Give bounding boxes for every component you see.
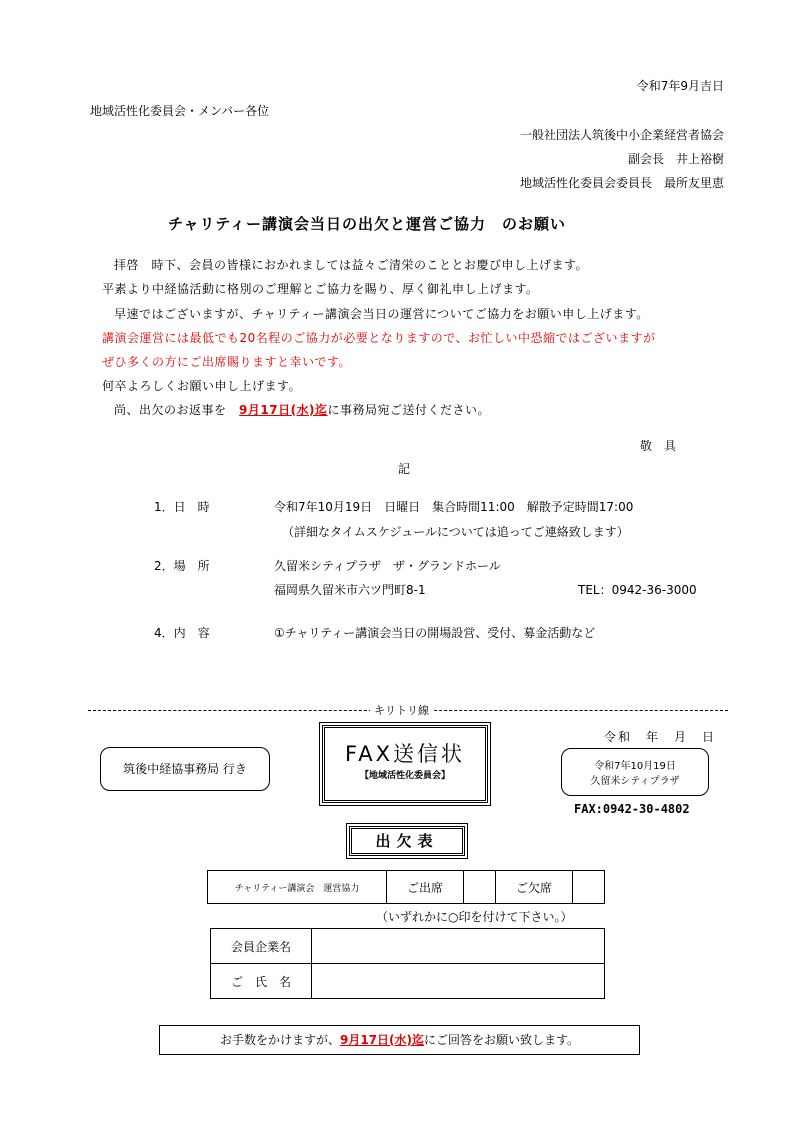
attend-checkbox[interactable]	[464, 871, 496, 904]
reply-request-text: 尚、出欠のお返事を	[114, 403, 240, 417]
company-field[interactable]	[312, 929, 605, 964]
fax-date-blank: 令和 年 月 日	[604, 730, 717, 744]
footer-text: お手数をかけますが、	[219, 1033, 340, 1047]
item-date-note: （詳細なタイムスケジュールについては追ってご連絡致します）	[282, 525, 629, 539]
fax-number: FAX:0942-30-4802	[574, 802, 690, 816]
ki-heading: 記	[398, 462, 411, 476]
item-place-address: 福岡県久留米市六ツ門町8-1	[274, 583, 426, 597]
body-line-1: 拝啓 時下、会員の皆様におかれましては益々ご清栄のこととお慶び申し上げます。	[114, 258, 589, 272]
footer-deadline: 9月17日(水)迄	[339, 1033, 424, 1047]
recipient: 地域活性化委員会・メンバー各位	[90, 104, 270, 118]
body-line-4-red: 講演会運営には最低でも20名程のご協力が必要となりますので、お忙しい中恐縮ではございますが	[102, 331, 656, 345]
body-line-5-red: ぜひ多くの方にご出席賜りますと幸いです。	[102, 355, 352, 369]
fax-subtitle: 【地域活性化委員会】	[359, 771, 450, 781]
item-place-tel: TEL：0942-36-3000	[578, 583, 697, 597]
footer-text-tail: にご回答をお願い致します。	[424, 1033, 580, 1047]
event-place: 久留米シティプラザ	[590, 776, 680, 787]
body-line-6: 何卒よろしくお願い申し上げます。	[102, 379, 302, 393]
item-place-venue: 久留米シティプラザ ザ・グランドホール	[274, 559, 501, 573]
item-content-label: 4．内 容	[154, 626, 210, 640]
body-line-7	[114, 401, 490, 418]
event-date: 令和7年10月19日	[594, 761, 676, 772]
item-content-value: ①チャリティー講演会当日の開場設営、受付、募金活動など	[274, 626, 596, 640]
company-label: 会員企業名	[211, 929, 312, 964]
body-line-3: 早速ではございますが、チャリティー講演会当日の運営についてご協力をお願い申し上げます。	[114, 307, 649, 321]
fax-title-box	[322, 725, 488, 803]
item-date-label: 1．日 時	[154, 500, 210, 514]
issue-date: 令和7年9月吉日	[636, 79, 724, 93]
member-info-table	[210, 928, 605, 999]
sender-chair: 地域活性化委員会委員長 最所友里恵	[519, 176, 724, 190]
item-place-label: 2．場 所	[154, 559, 210, 573]
name-field[interactable]	[312, 964, 605, 999]
name-label: ご 氏 名	[211, 964, 312, 999]
cut-line-label: キリトリ線	[370, 702, 433, 718]
fax-recipient-box	[100, 747, 270, 791]
absent-option-label: ご欠席	[496, 871, 573, 904]
reply-footer-box	[159, 1025, 640, 1055]
circle-instruction: （いずれかに○印を付けて下さい。）	[376, 910, 573, 924]
attendance-table	[207, 870, 605, 904]
fax-title: FAX送信状	[345, 742, 465, 766]
item-date-value: 令和7年10月19日 日曜日 集合時間11:00 解散予定時間17:00	[274, 500, 634, 514]
absent-checkbox[interactable]	[573, 871, 605, 904]
fax-recipient: 筑後中経協事務局 行き	[123, 762, 247, 776]
deadline-text: 9月17日(水)迄	[239, 403, 328, 417]
event-info-box	[561, 748, 709, 796]
body-line-2: 平素より中経協活動に格別のご理解とご協力を賜り、厚く御礼申し上げます。	[102, 282, 539, 296]
attend-option-label: ご出席	[387, 871, 464, 904]
attendance-row-label: チャリティー講演会 運営協力	[208, 871, 387, 904]
attendance-form-title: 出欠表	[349, 826, 465, 856]
page-title: チャリティー講演会当日の出欠と運営ご協力 のお願い	[168, 215, 567, 233]
sender-org: 一般社団法人筑後中小企業経営者協会	[519, 128, 724, 142]
reply-request-tail: に事務局宛ご送付ください。	[327, 403, 491, 417]
closing-keigu: 敬 具	[640, 439, 677, 453]
sender-vice-president: 副会長 井上裕樹	[627, 152, 724, 166]
